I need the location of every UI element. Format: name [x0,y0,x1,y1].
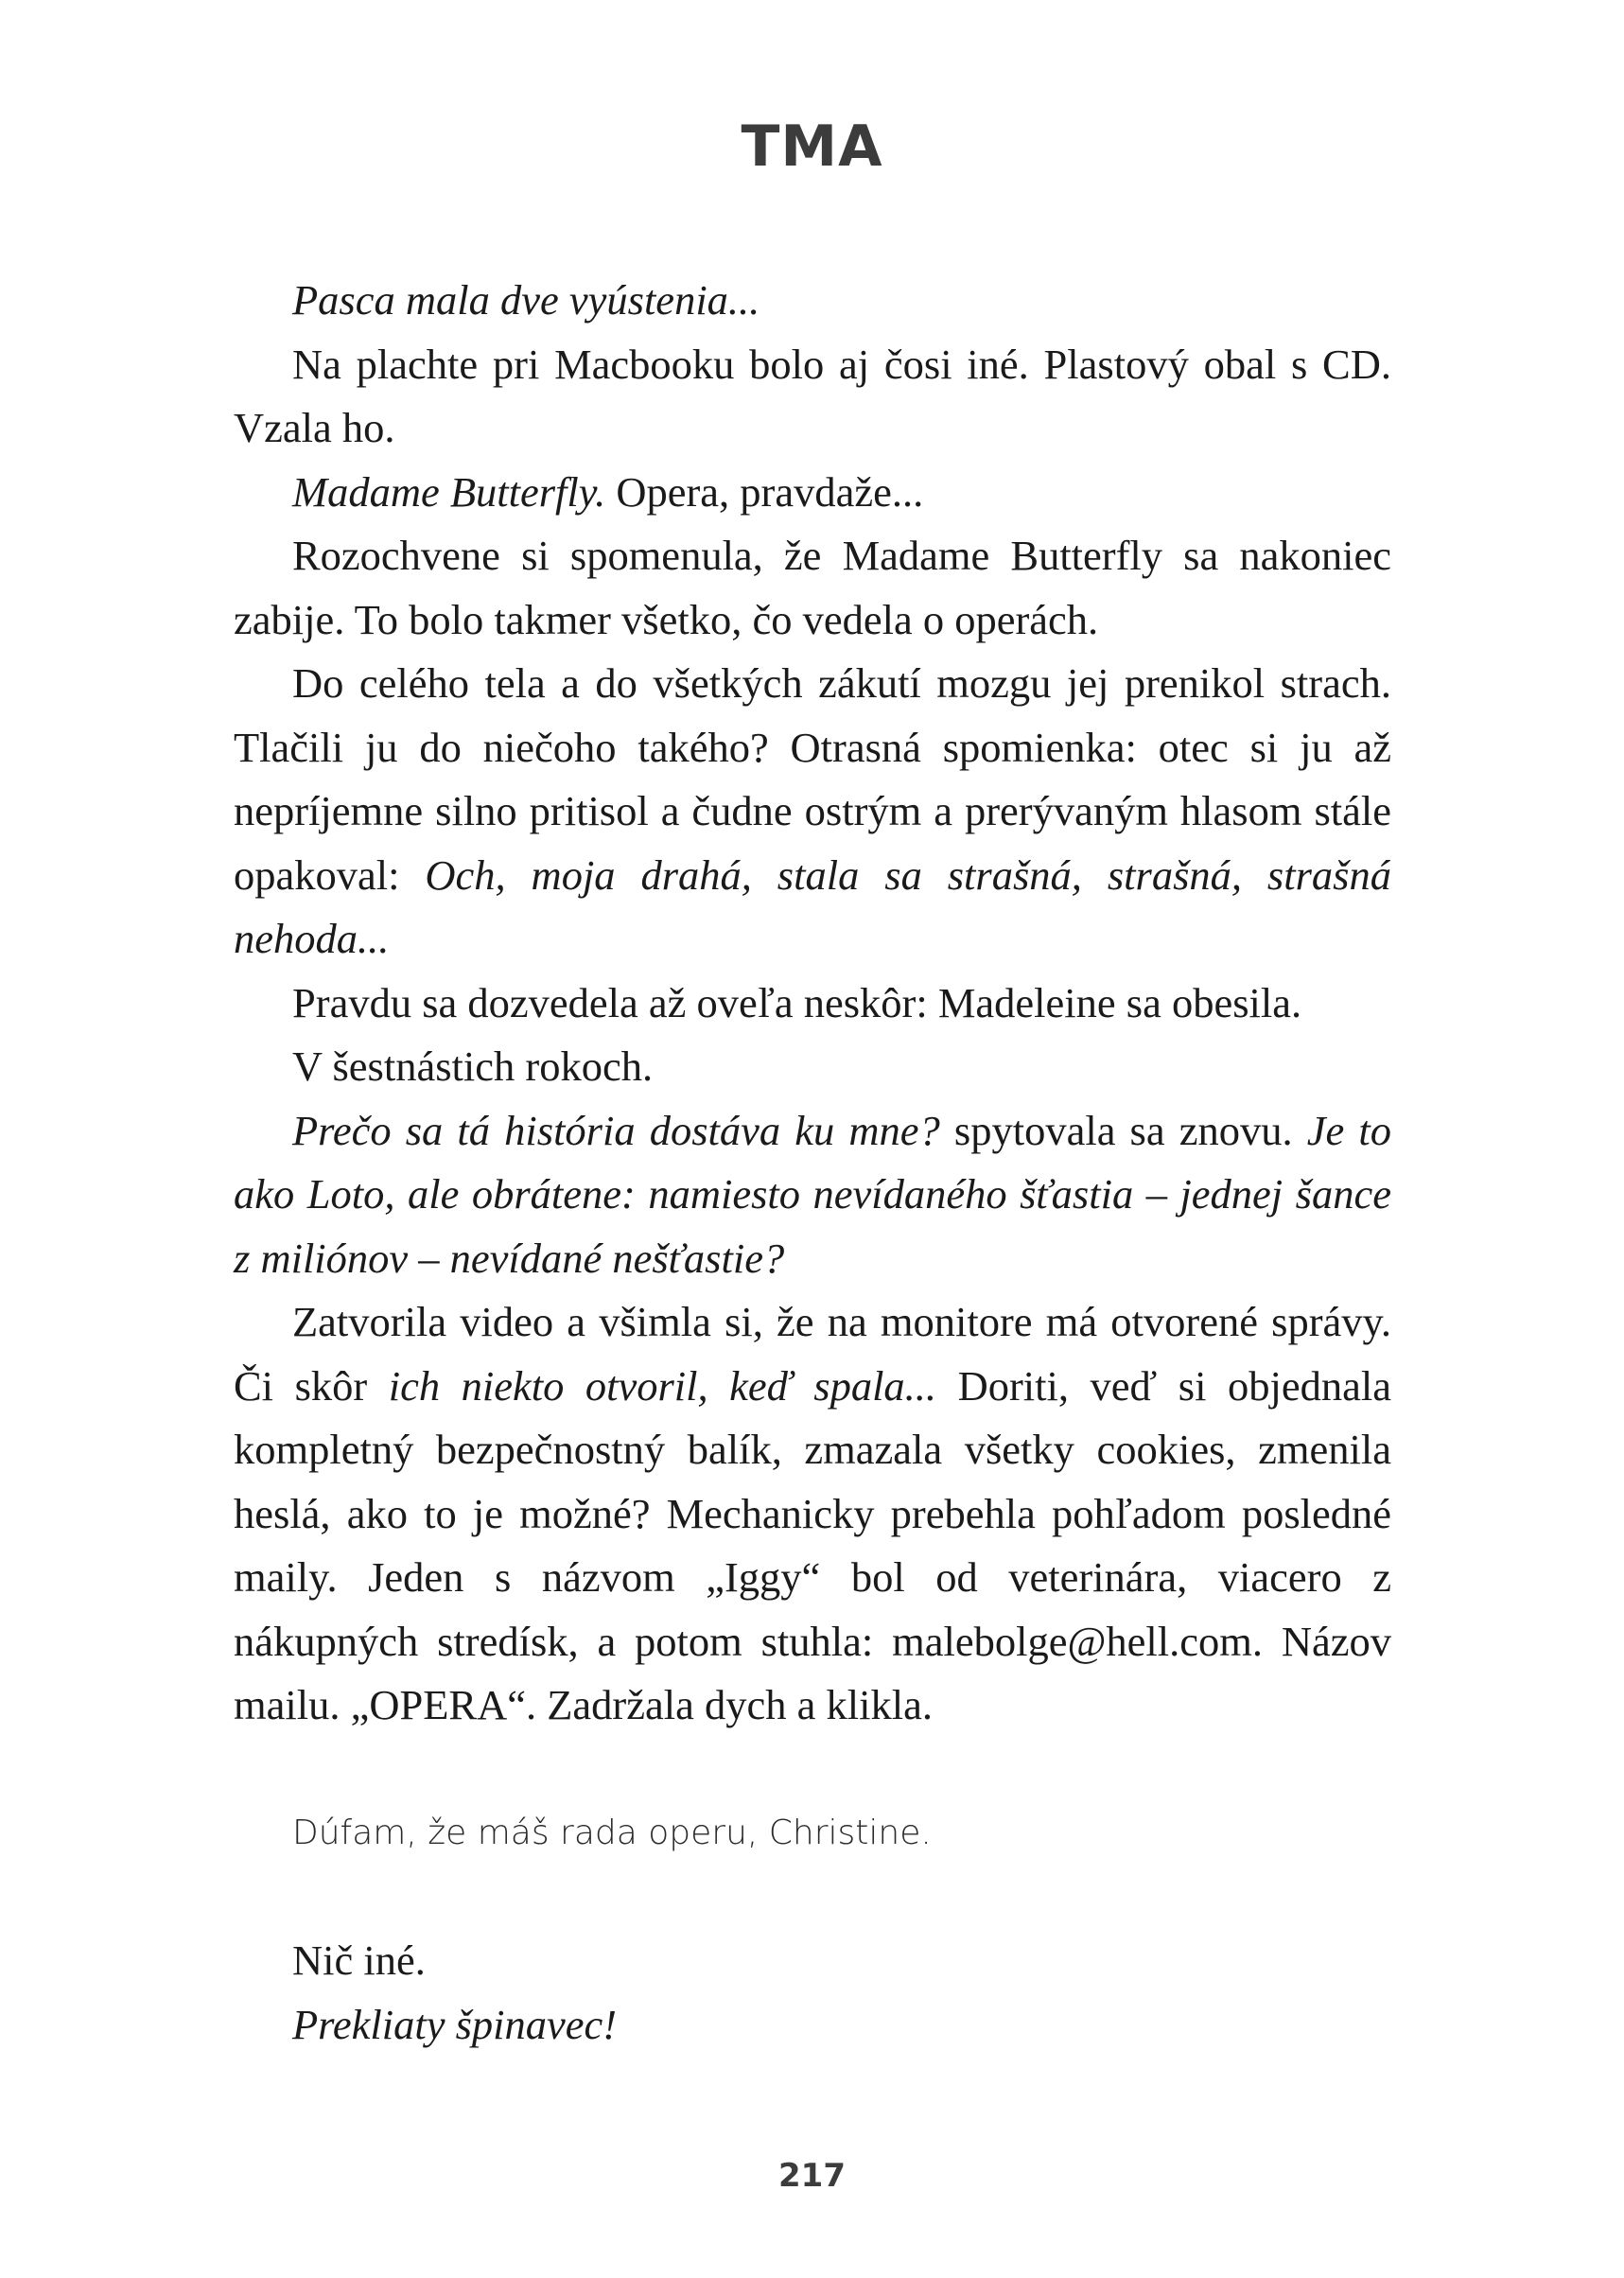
paragraph: Madame Butterfly. Opera, pravdaže... [292,467,924,516]
paragraph: V šestnástich rokoch. [292,1043,654,1090]
running-title: TMA [741,114,883,180]
paragraph: Pasca mala dve vyústenia... [292,276,760,324]
paragraph: Zatvorila video a všimla si, že na monitore má otvorené správy. Či skôr ich niekto otvoril, keď spala... Doriti, veď si objednala kompletný bezpečnostný balík, zmazala všetky cookies, zmenila heslá, ako to je možné? Mechanicky prebehla pohľadom posledné maily. Jeden s názvom „Iggy“ bol od veterinára, viacero z nákupných stredísk, a potom stuhla: malebolge@hell.com. Názov mailu. „OPERA“. Zadržala dych a klikla. [234,1298,1391,1728]
paragraph: Rozochvene si spomenula, že Madame Butterfly sa nakoniec zabije. To bolo takmer všetko, čo vedela o operách. [234,532,1391,643]
email-message: Dúfam, že máš rada operu, Christine. [292,1814,932,1852]
paragraph: Pravdu sa dozvedela až oveľa neskôr: Madeleine sa obesila. [292,978,1302,1026]
paragraph: Na plachte pri Macbooku bolo aj čosi iné. Plastový obal s CD. Vzala ho. [234,340,1391,451]
paragraph: Nič iné. [292,1936,426,1984]
paragraph: Do celého tela a do všetkých zákutí mozgu jej prenikol strach. Tlačili ju do niečoho takého? Otrasná spomienka: otec si ju až nepríjemne silno pritisol a čudne ostrým a prerývaným hlasom stále opakoval: Och, moja drahá, stala sa strašná, strašná, strašná nehoda... [234,659,1391,962]
spacer [234,1866,1391,1930]
spacer [234,1738,1391,1802]
paragraph: Prekliaty špinavec! [292,2000,618,2048]
body-text [234,269,1391,2057]
page-number: 217 [778,2157,846,2195]
paragraph: Prečo sa tá história dostáva ku mne? spytovala sa znovu. Je to ako Loto, ale obrátene: namiesto nevídaného šťastia – jednej šance z miliónov – nevídané nešťastie? [234,1106,1391,1282]
